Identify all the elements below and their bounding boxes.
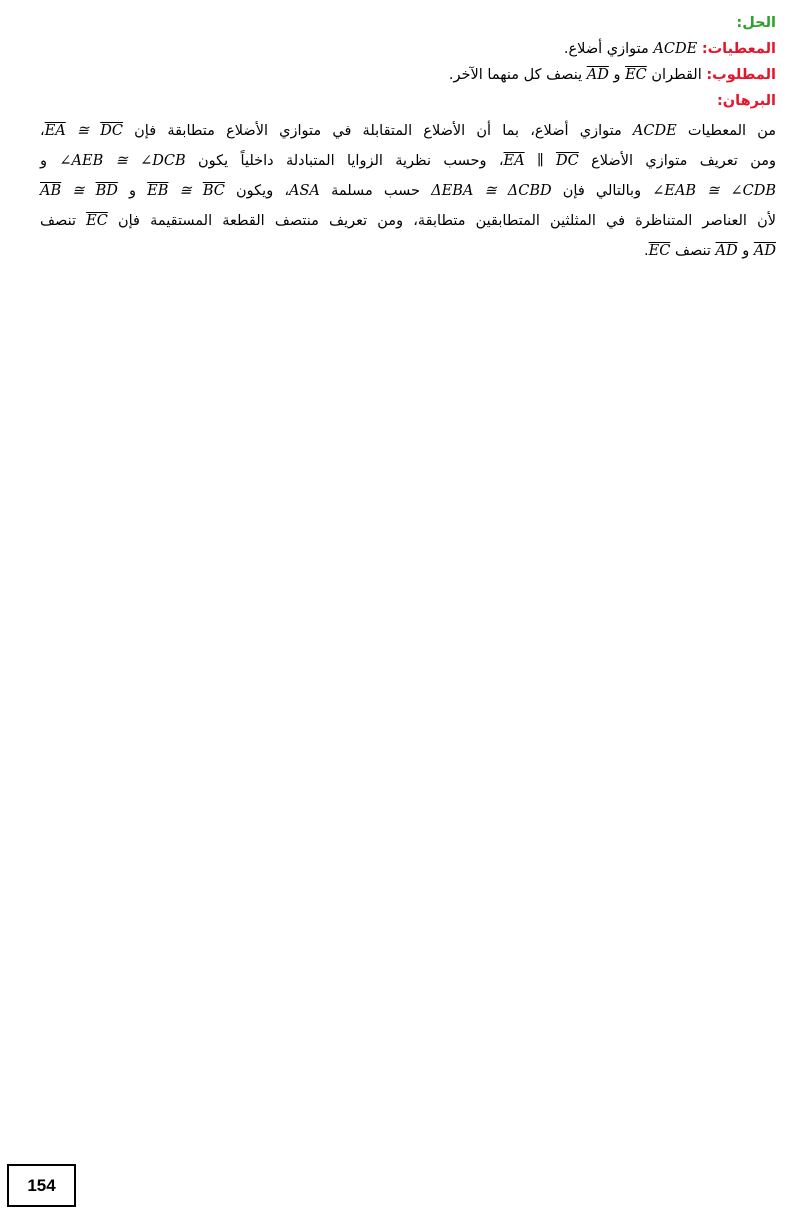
given-line [40, 36, 776, 62]
segment-ad: $\overline{AD}$ [586, 67, 609, 83]
given-shape: ACDE [653, 41, 698, 57]
proof-line-2: ومن تعريف متوازي الأضلاع $\overline{EA}$ ∥ $\overline{DC}،$ وحسب نظرية الزوايا المتبادلة داخلياً يكون ∠AEB ≅ ∠DCB و [40, 153, 776, 169]
solution-heading: الحل: [736, 15, 776, 31]
segment-ad: $\overline{AD}$ [715, 243, 738, 259]
given-label: المعطيات: [701, 41, 776, 57]
congruence-ea-dc: $\overline{EA}$ ≅ $\overline{DC}$ [44, 123, 123, 139]
proof-heading: البرهان: [716, 93, 776, 109]
proof-line-1: من المعطيات ACDE متوازي أضلاع، بما أن الأضلاع المتقابلة في متوازي الأضلاع متطابقة فإن $\overline{EA}$ ≅ $\overline{DC}،$ [40, 123, 777, 139]
segment-ad: $\overline{AD}$ [753, 243, 776, 259]
document-content [40, 10, 776, 266]
congruence-angles-aeb-dcb: ∠AEB ≅ ∠DCB [59, 153, 186, 169]
page-number: 154 [7, 1164, 76, 1207]
given-text: متوازي أضلاع. [563, 41, 649, 57]
proof-line-3: ∠EAB ≅ ∠CDB وبالتالي فإن ΔEBA ≅ ΔCBD حسب مسلمة ASA، ويكون $\overline{EB}$ ≅ $\overline{BC}$ و $\overline{AB}$ ≅ $\overline{BD}$ [40, 183, 777, 199]
required-line [40, 62, 776, 88]
required-pre: القطران [651, 67, 702, 83]
proof-line-5: $\overline{AD}$ و $\overline{AD}$ تنصف $\overline{EC}$. [644, 243, 776, 259]
required-label: المطلوب: [706, 67, 776, 83]
required-post: ينصف كل منهما الآخر. [448, 67, 583, 83]
triangle-congruence: ΔEBA ≅ ΔCBD [431, 183, 552, 199]
proof-line-4: لأن العناصر المتناظرة في المثلثين المتطابقين متطابقة، ومن تعريف منتصف القطعة المستقيمة فإن $\overline{EC}$ تنصف [40, 213, 777, 229]
segment-ec: $\overline{EC}$ [625, 67, 647, 83]
math-asa: ASA [289, 183, 320, 199]
math-acde: ACDE [632, 123, 677, 139]
segment-ec: $\overline{EC}$ [86, 213, 108, 229]
and-word: و [613, 67, 621, 83]
parallel-ea-dc: $\overline{EA}$ ∥ $\overline{DC}$ [503, 153, 579, 169]
congruence-eb-bc: $\overline{EB}$ ≅ $\overline{BC}$ [147, 183, 225, 199]
congruence-angles-eab-cdb: ∠EAB ≅ ∠CDB [652, 183, 777, 199]
segment-ec: $\overline{EC}$ [648, 243, 671, 259]
proof-paragraph [40, 116, 776, 266]
congruence-ab-bd: $\overline{AB}$ ≅ $\overline{BD}$ [40, 183, 118, 199]
